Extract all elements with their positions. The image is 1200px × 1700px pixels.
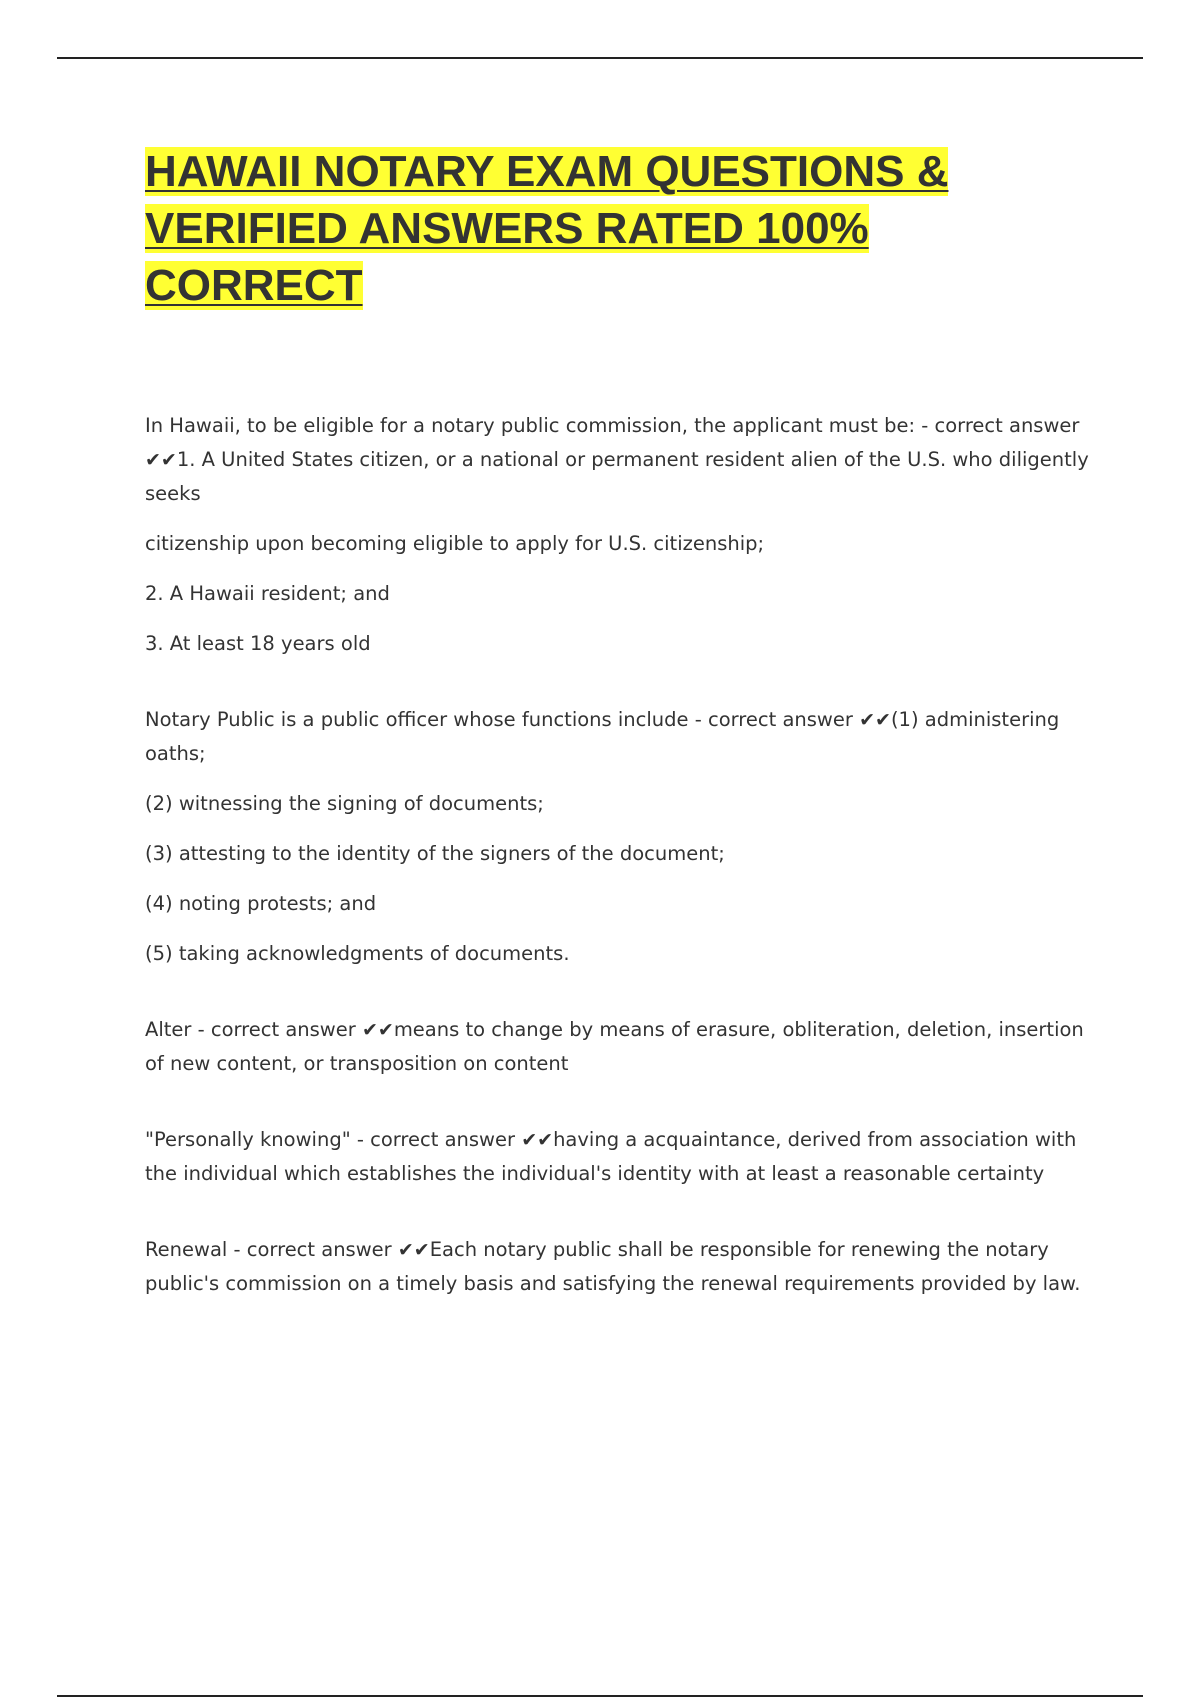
answer-line: 2. A Hawaii resident; and <box>145 582 390 605</box>
top-rule <box>57 57 1143 59</box>
answer-line: (3) attesting to the identity of the signers of the document; <box>145 842 725 865</box>
qa-question-line <box>145 1013 1090 1081</box>
answer-line: (4) noting protests; and <box>145 892 377 915</box>
answer-text: means to change by means of erasure, obliteration, deletion, insertion of new content, or transposition on content <box>145 1018 1084 1075</box>
qa-entry <box>145 1013 1090 1081</box>
title-line: HAWAII NOTARY EXAM QUESTIONS & <box>145 147 949 196</box>
answer-text: (1) administering oaths; <box>145 708 1060 765</box>
qa-question-line <box>145 409 1090 511</box>
qa-question-line <box>145 1123 1090 1191</box>
question-text: In Hawaii, to be eligible for a notary public commission, the applicant must be: - correct answer <box>145 414 1080 437</box>
title-line: VERIFIED ANSWERS RATED 100% <box>145 204 869 253</box>
question-text: "Personally knowing" - correct answer <box>145 1128 522 1151</box>
check-mark-icon: ✔✔ <box>521 1129 554 1151</box>
qa-entry <box>145 1233 1090 1301</box>
qa-list <box>145 409 1090 1343</box>
question-text: Notary Public is a public officer whose functions include - correct answer <box>145 708 860 731</box>
answer-line: (5) taking acknowledgments of documents. <box>145 942 570 965</box>
title-line: CORRECT <box>145 261 363 310</box>
qa-entry <box>145 1123 1090 1191</box>
qa-question-line <box>145 703 1090 771</box>
document-title <box>145 143 1065 314</box>
answer-line: (2) witnessing the signing of documents; <box>145 792 544 815</box>
answer-text: Each notary public shall be responsible for renewing the notary public's commission on a timely basis and satisfying the renewal requirements provided by law. <box>145 1238 1081 1295</box>
check-mark-icon: ✔✔ <box>145 449 177 471</box>
answer-text: having a acquaintance, derived from association with the individual which establishes the individual's identity with at least a reasonable certainty <box>145 1128 1077 1185</box>
question-text: Alter - correct answer <box>145 1018 362 1041</box>
answer-text: 1. A United States citizen, or a national or permanent resident alien of the U.S. who diligently seeks <box>145 448 1089 505</box>
qa-question-line <box>145 1233 1090 1301</box>
check-mark-icon: ✔✔ <box>361 1019 394 1041</box>
qa-entry <box>145 703 1090 971</box>
answer-line: citizenship upon becoming eligible to apply for U.S. citizenship; <box>145 532 765 555</box>
check-mark-icon: ✔✔ <box>397 1239 430 1261</box>
bottom-rule <box>57 1695 1143 1697</box>
answer-line: 3. At least 18 years old <box>145 632 371 655</box>
question-text: Renewal - correct answer <box>145 1238 398 1261</box>
qa-entry <box>145 409 1090 661</box>
check-mark-icon: ✔✔ <box>859 709 891 731</box>
